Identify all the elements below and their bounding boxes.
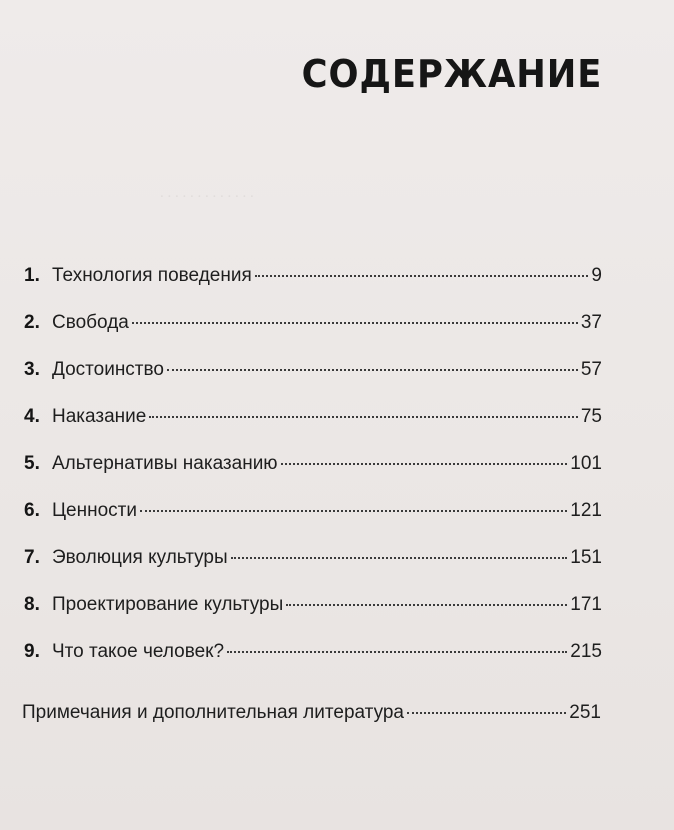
dot-leader: [149, 416, 578, 418]
dot-leader: [167, 369, 578, 371]
chapter-number: 1.: [24, 265, 40, 286]
dot-leader: [255, 275, 589, 277]
page-number: 75: [580, 406, 602, 427]
chapter-title: Достоинство: [52, 359, 164, 380]
chapter-title: Свобода: [52, 312, 129, 333]
toc-entry[interactable]: [24, 309, 602, 356]
page-title: СОДЕРЖАНИЕ: [301, 52, 602, 96]
toc-entry[interactable]: [24, 638, 602, 685]
page-number: 101: [570, 453, 602, 474]
table-of-contents: [24, 262, 602, 685]
chapter-number: 6.: [24, 500, 40, 521]
chapter-number: 3.: [24, 359, 40, 380]
show-through-text: . . . . . . . . . . . . .: [300, 640, 394, 656]
dot-leader: [281, 463, 568, 465]
chapter-title: Ценности: [52, 500, 137, 521]
appendix-section: [22, 699, 601, 739]
chapter-number: 5.: [24, 453, 40, 474]
show-through-text: . . . . . . . . . . . . .: [160, 185, 254, 201]
toc-entry[interactable]: [24, 356, 602, 403]
page-number: 57: [580, 359, 602, 380]
chapter-number: 9.: [24, 641, 40, 662]
page-number: 171: [570, 594, 602, 615]
chapter-number: 4.: [24, 406, 40, 427]
chapter-title: Эволюция культуры: [52, 547, 228, 568]
chapter-number: 8.: [24, 594, 40, 615]
dot-leader: [407, 712, 566, 714]
dot-leader: [286, 604, 567, 606]
page-number: 251: [569, 702, 601, 723]
appendix-title: Примечания и дополнительная литература: [22, 702, 404, 723]
dot-leader: [231, 557, 568, 559]
chapter-title: Что такое человек?: [52, 641, 225, 662]
page-number: 151: [570, 547, 602, 568]
chapter-title: Проектирование культуры: [52, 594, 284, 615]
chapter-title: Альтернативы наказанию: [52, 453, 278, 474]
dot-leader: [227, 651, 567, 653]
chapter-number: 7.: [24, 547, 40, 568]
toc-entry[interactable]: [24, 403, 602, 450]
page-number: 9: [591, 265, 602, 286]
toc-entry[interactable]: [24, 262, 602, 309]
chapter-title: Технология поведения: [52, 265, 252, 286]
dot-leader: [132, 322, 578, 324]
toc-entry[interactable]: [24, 591, 602, 638]
toc-entry-appendix[interactable]: [22, 699, 601, 739]
chapter-title: Наказание: [52, 406, 147, 427]
page-number: 121: [570, 500, 602, 521]
toc-entry[interactable]: [24, 450, 602, 497]
page-number: 37: [580, 312, 602, 333]
toc-entry[interactable]: [24, 497, 602, 544]
toc-entry[interactable]: [24, 544, 602, 591]
page-number: 215: [570, 641, 602, 662]
chapter-number: 2.: [24, 312, 40, 333]
dot-leader: [140, 510, 567, 512]
